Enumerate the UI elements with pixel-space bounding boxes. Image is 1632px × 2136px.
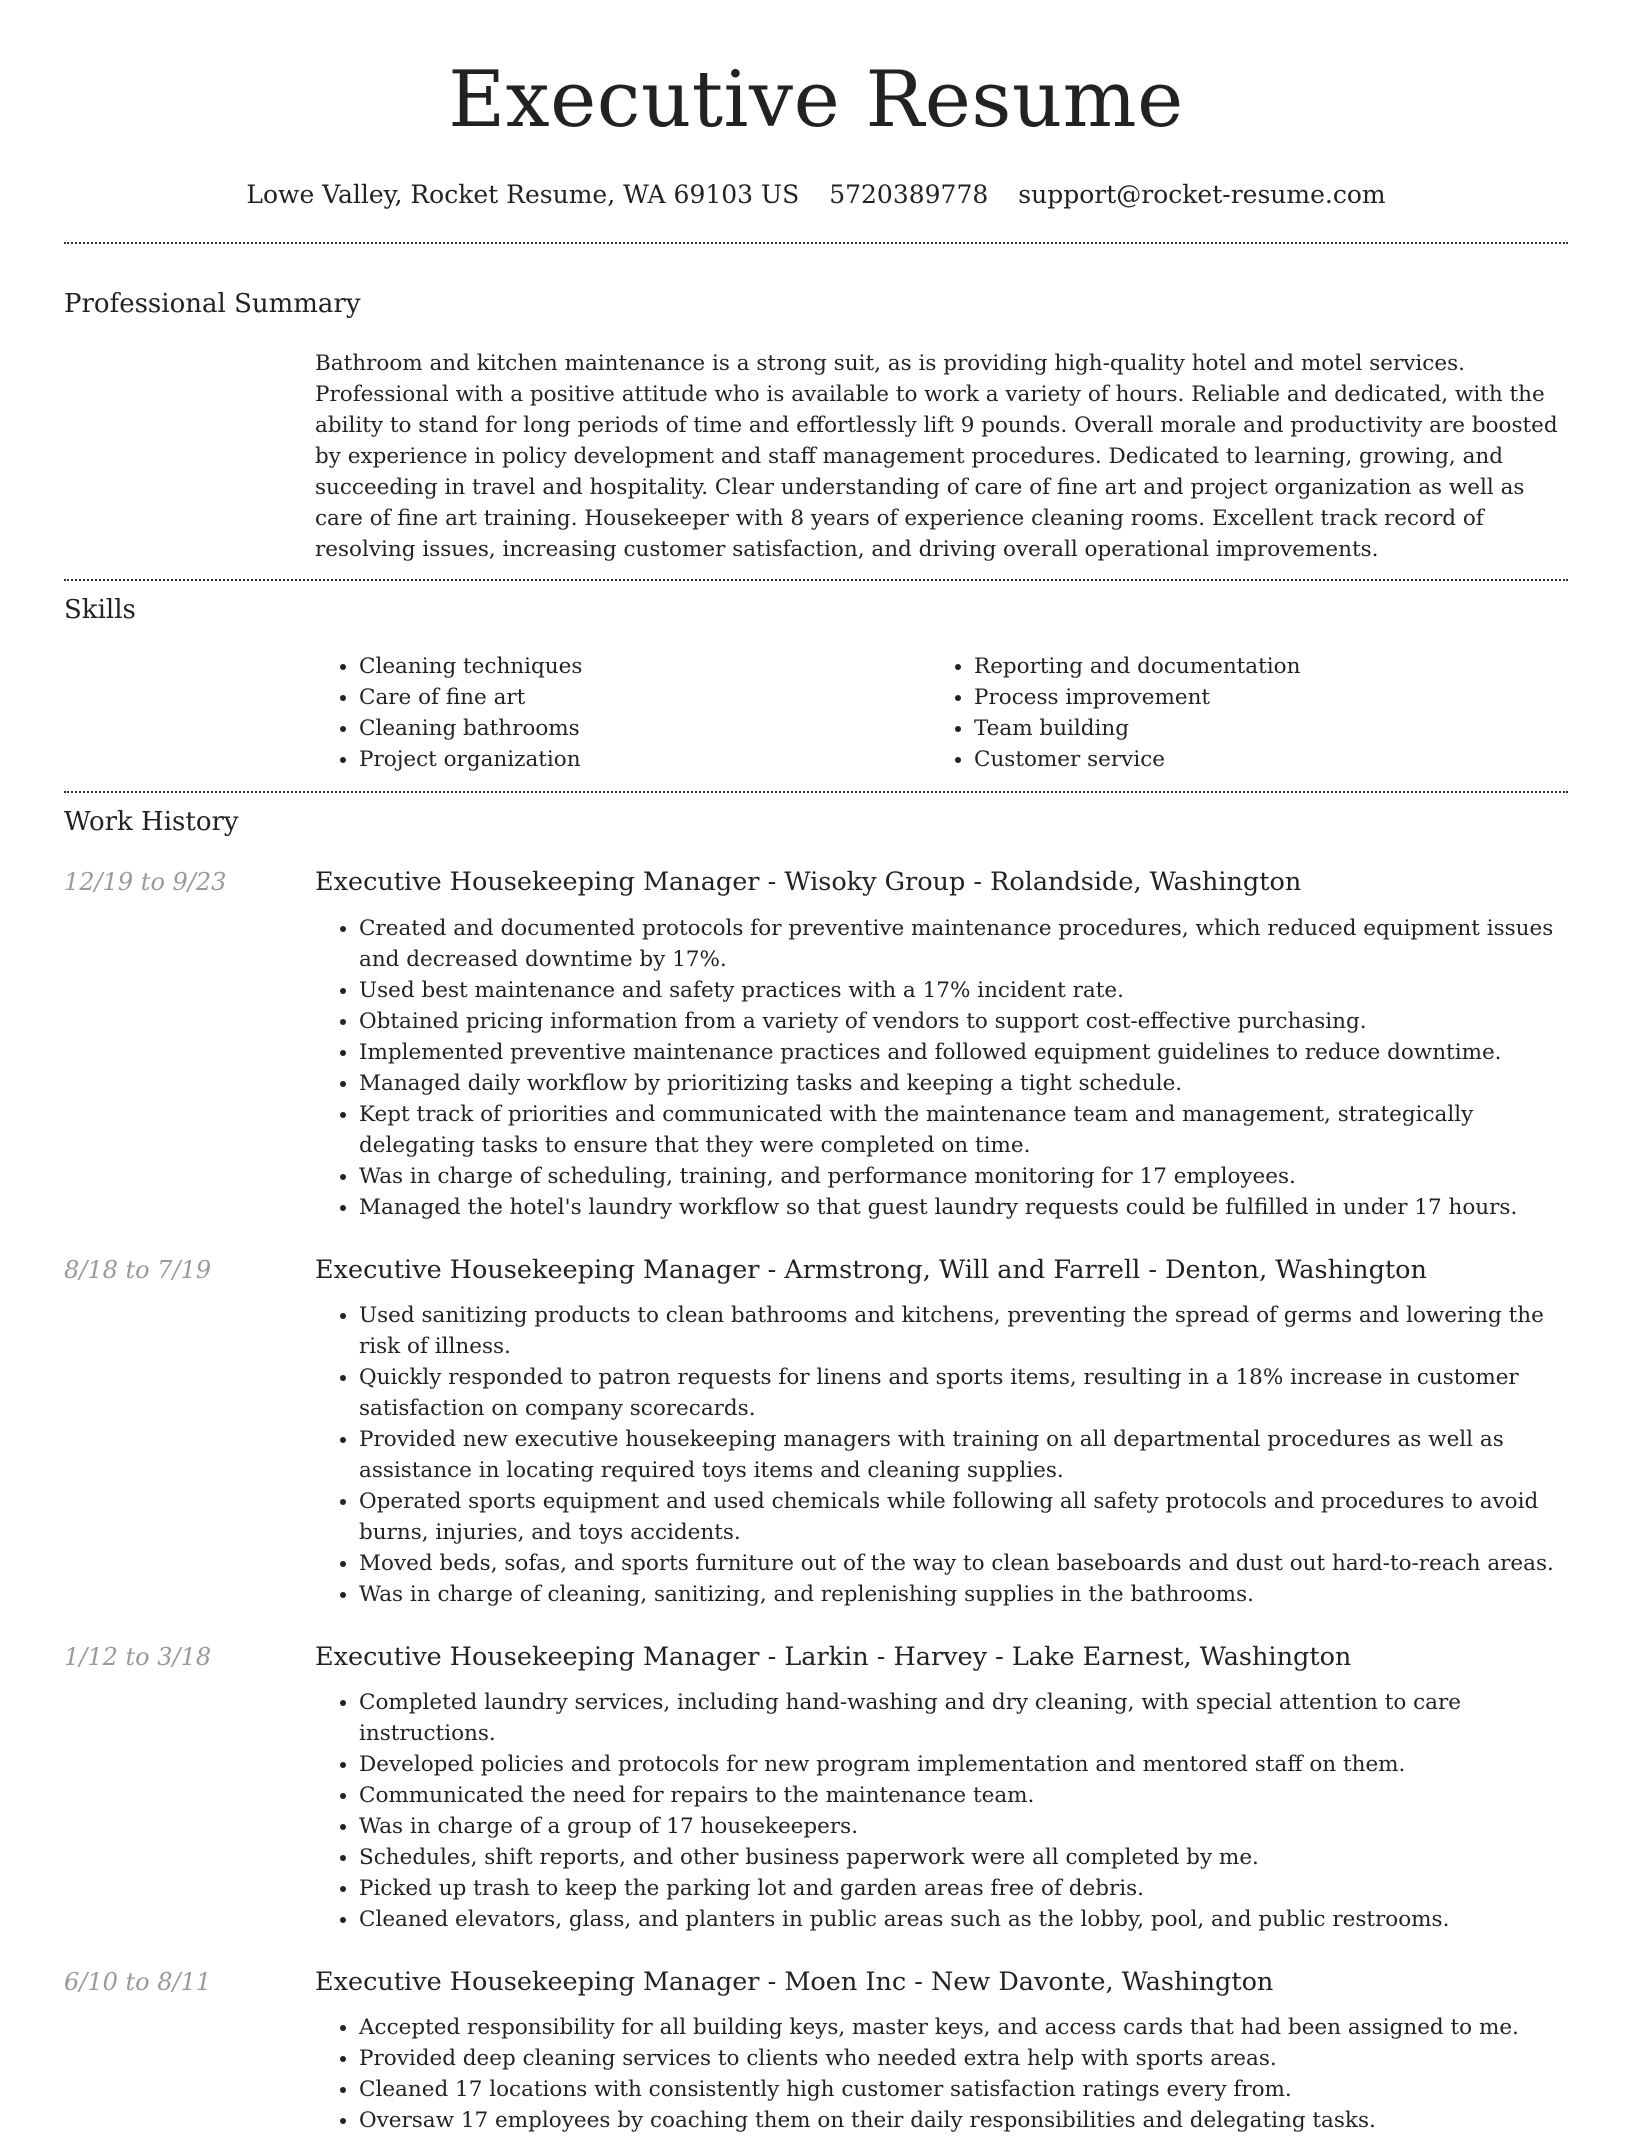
resume-name: Executive Resume [448, 55, 1184, 145]
skills-heading: Skills [64, 595, 136, 625]
skill-item: • Cleaning techniques [359, 651, 930, 682]
job-bullet: • Created and documented protocols for preventive maintenance procedures, which reduced equipment issues and decreased downtime by 17%. [359, 913, 1568, 975]
summary-divider [64, 579, 1568, 581]
job-bullet: • Quickly responded to patron requests for linens and sports items, resulting in a 18% increase in customer satisfaction on company scorecards. [359, 1362, 1568, 1424]
skills-list [315, 651, 1568, 775]
summary-heading: Professional Summary [64, 289, 361, 319]
job-bullet: • Was in charge of a group of 17 housekeepers. [359, 1811, 1568, 1842]
job-dates: 8/18 to 7/19 [64, 1256, 212, 1284]
job-bullet: • Obtained pricing information from a variety of vendors to support cost-effective purchasing. [359, 1006, 1568, 1037]
job-title: Executive Housekeeping Manager - Moen Inc - New Davonte, Washington [315, 1967, 1274, 1997]
job-bullet: • Developed policies and protocols for new program implementation and mentored staff on them. [359, 1749, 1568, 1780]
skills-column-left [315, 651, 930, 775]
skill-item: • Project organization [359, 744, 930, 775]
job-bullet: • Used sanitizing products to clean bathrooms and kitchens, preventing the spread of germs and lowering the risk of illness. [359, 1300, 1568, 1362]
summary-text: Bathroom and kitchen maintenance is a strong suit, as is providing high-quality hotel and motel services. Professional with a positive attitude who is available to work a variety of hours. Reliable and dedicated, with the ability to stand for long periods of time and effortlessly lift 9 pounds. Overall morale and productivity are boosted by experience in policy development and staff management procedures. Dedicated to learning, growing, and succeeding in travel and hospitality. Clear understanding of care of fine art and project organization as well as care of fine art training. Housekeeper with 8 years of experience cleaning rooms. Excellent track record of resolving issues, increasing customer satisfaction, and driving overall operational improvements. [315, 351, 1558, 562]
skills-divider [64, 791, 1568, 793]
job-bullet: • Managed the hotel's laundry workflow so that guest laundry requests could be fulfilled in under 17 hours. [359, 1192, 1568, 1223]
job-entry [64, 1965, 1568, 2136]
job-title: Executive Housekeeping Manager - Armstrong, Will and Farrell - Denton, Washington [315, 1255, 1427, 1285]
skill-item: • Process improvement [974, 682, 1545, 713]
skill-item: • Reporting and documentation [974, 651, 1545, 682]
skill-item: • Team building [974, 713, 1545, 744]
job-bullet: • Communicated the need for repairs to the maintenance team. [359, 1780, 1568, 1811]
header-divider [64, 242, 1568, 244]
job-bullets [315, 1687, 1568, 1935]
job-title: Executive Housekeeping Manager - Larkin - Harvey - Lake Earnest, Washington [315, 1642, 1352, 1672]
skill-item: • Customer service [974, 744, 1545, 775]
skill-item: • Care of fine art [359, 682, 930, 713]
job-bullet: • Completed laundry services, including hand-washing and dry cleaning, with special attention to care instructions. [359, 1687, 1568, 1749]
job-bullet: • Cleaned 17 locations with consistently high customer satisfaction ratings every from. [359, 2074, 1568, 2105]
job-bullets [315, 913, 1568, 1223]
job-body [315, 865, 1568, 1223]
job-bullet: • Moved beds, sofas, and sports furniture out of the way to clean baseboards and dust out hard-to-reach areas. [359, 1548, 1568, 1579]
job-bullet: • Was in charge of cleaning, sanitizing, and replenishing supplies in the bathrooms. [359, 1579, 1568, 1610]
job-bullet: • Managed daily workflow by prioritizing tasks and keeping a tight schedule. [359, 1068, 1568, 1099]
job-body [315, 1253, 1568, 1610]
job-title: Executive Housekeeping Manager - Wisoky Group - Rolandside, Washington [315, 867, 1302, 897]
job-bullet: • Kept track of priorities and communicated with the maintenance team and management, strategically delegating tasks to ensure that they were completed on time. [359, 1099, 1568, 1161]
job-entry [64, 1253, 1568, 1610]
skill-item: • Cleaning bathrooms [359, 713, 930, 744]
job-bullet: • Operated sports equipment and used chemicals while following all safety protocols and procedures to avoid burns, injuries, and toys accidents. [359, 1486, 1568, 1548]
contact-line [64, 178, 1568, 212]
job-bullets [315, 2012, 1568, 2136]
job-bullet: • Oversaw 17 employees by coaching them on their daily responsibilities and delegating tasks. [359, 2105, 1568, 2136]
job-bullet: • Schedules, shift reports, and other business paperwork were all completed by me. [359, 1842, 1568, 1873]
job-bullet: • Accepted responsibility for all building keys, master keys, and access cards that had been assigned to me. [359, 2012, 1568, 2043]
job-entry [64, 1640, 1568, 1935]
job-bullet: • Was in charge of scheduling, training, and performance monitoring for 17 employees. [359, 1161, 1568, 1192]
job-dates: 6/10 to 8/11 [64, 1968, 212, 1996]
job-dates: 12/19 to 9/23 [64, 868, 227, 896]
work-history-list [64, 865, 1568, 2136]
job-bullets [315, 1300, 1568, 1610]
job-body [315, 1640, 1568, 1935]
skills-column-right [930, 651, 1545, 775]
job-bullet: • Provided deep cleaning services to clients who needed extra help with sports areas. [359, 2043, 1568, 2074]
contact-phone: 5720389778 [829, 180, 989, 209]
job-body [315, 1965, 1568, 2136]
job-entry [64, 865, 1568, 1223]
job-bullet: • Used best maintenance and safety practices with a 17% incident rate. [359, 975, 1568, 1006]
contact-address: Lowe Valley, Rocket Resume, WA 69103 US [246, 180, 800, 209]
contact-email: support@rocket-resume.com [1018, 180, 1386, 209]
job-bullet: • Cleaned elevators, glass, and planters in public areas such as the lobby, pool, and public restrooms. [359, 1904, 1568, 1935]
job-dates: 1/12 to 3/18 [64, 1643, 212, 1671]
job-bullet: • Implemented preventive maintenance practices and followed equipment guidelines to reduce downtime. [359, 1037, 1568, 1068]
job-bullet: • Picked up trash to keep the parking lot and garden areas free of debris. [359, 1873, 1568, 1904]
work-history-heading: Work History [64, 807, 239, 837]
job-bullet: • Provided new executive housekeeping managers with training on all departmental procedures as well as assistance in locating required toys items and cleaning supplies. [359, 1424, 1568, 1486]
